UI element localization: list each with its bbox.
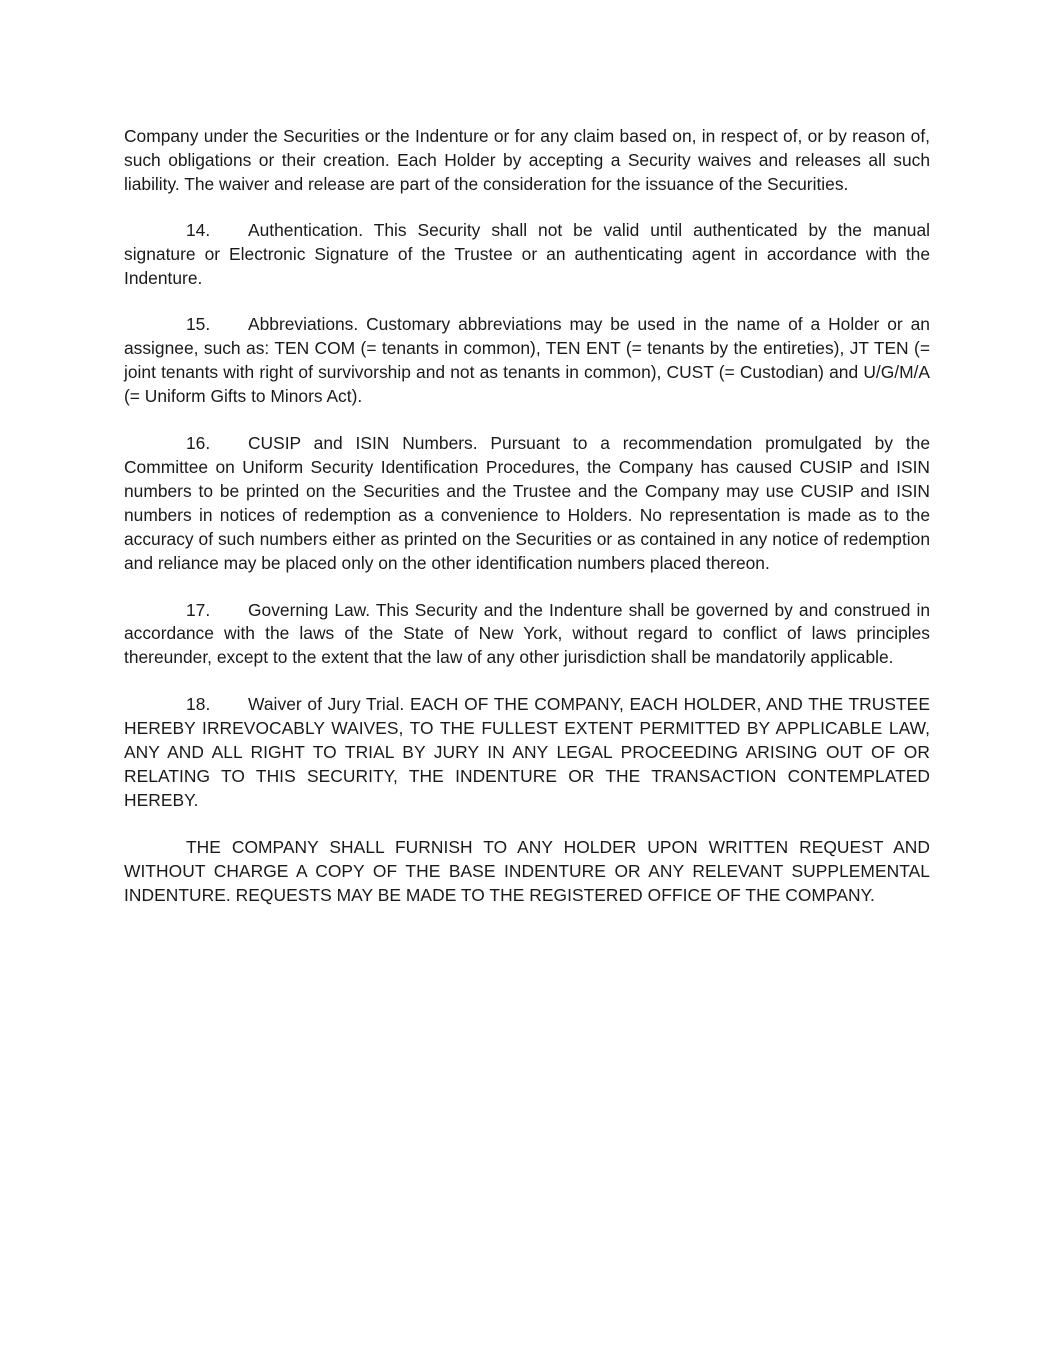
section-15 (124, 313, 930, 409)
continuation-paragraph (124, 125, 930, 197)
section-18 (124, 693, 930, 813)
closing-notice (124, 836, 930, 908)
section-number: 16. (186, 433, 211, 454)
section-number: 14. (186, 219, 211, 240)
section-heading: Authentication. (248, 219, 364, 240)
section-17 (124, 599, 930, 671)
section-14 (124, 219, 930, 291)
section-body: Pursuant to a recommendation promulgated by the Committee on Uniform Security Identification Procedures, the Company has caused CUSIP and ISIN numbers to be printed on the Securities and the Trustee and the Company may use CUSIP and ISIN numbers in notices of redemption as a convenience to Holders. No representation is made as to the accuracy of such numbers either as printed on the Securities or as contained in any notice of redemption and reliance may be placed only on the other identification numbers placed thereon. (124, 433, 930, 573)
section-number: 17. (186, 599, 211, 620)
section-16 (124, 432, 930, 575)
section-heading: CUSIP and ISIN Numbers. (248, 433, 478, 454)
section-heading: Waiver of Jury Trial. (248, 694, 405, 715)
section-number: 18. (186, 694, 211, 715)
section-number: 15. (186, 314, 211, 335)
section-body: This Security and the Indenture shall be governed by and construed in accordance with the laws of the State of New York, without regard to conflict of laws principles thereunder, except to the extent that the law of any other jurisdiction shall be mandatorily applicable. (124, 599, 930, 668)
continuation-text: Company under the Securities or the Indenture or for any claim based on, in respect of, or by reason of, such obligations or their creation. Each Holder by accepting a Security waives and releases all such liability. The waiver and release are part of the consideration for the issuance of the Securities. (124, 126, 930, 194)
section-body: EACH OF THE COMPANY, EACH HOLDER, AND THE TRUSTEE HEREBY IRREVOCABLY WAIVES, TO THE FULLEST EXTENT PERMITTED BY APPLICABLE LAW, ANY AND ALL RIGHT TO TRIAL BY JURY IN ANY LEGAL PROCEEDING ARISING OUT OF OR RELATING TO THIS SECURITY, THE INDENTURE OR THE TRANSACTION CONTEMPLATED HEREBY. (124, 694, 930, 810)
document-page (124, 125, 930, 930)
section-body: Customary abbreviations may be used in the name of a Holder or an assignee, such as: TEN COM (= tenants in common), TEN ENT (= tenants by the entireties), JT TEN (= joint tenants with right of survivorship and not as tenants in common), CUST (= Custodian) and U/G/M/A (= Uniform Gifts to Minors Act). (124, 314, 930, 407)
closing-notice-text: THE COMPANY SHALL FURNISH TO ANY HOLDER UPON WRITTEN REQUEST AND WITHOUT CHARGE A COPY OF THE BASE INDENTURE OR ANY RELEVANT SUPPLEMENTAL INDENTURE. REQUESTS MAY BE MADE TO THE REGISTERED OFFICE OF THE COMPANY. (124, 836, 930, 905)
section-body: This Security shall not be valid until authenticated by the manual signature or Electronic Signature of the Trustee or an authenticating agent in accordance with the Indenture. (124, 219, 930, 288)
section-heading: Abbreviations. (248, 314, 359, 335)
section-heading: Governing Law. (248, 599, 371, 620)
